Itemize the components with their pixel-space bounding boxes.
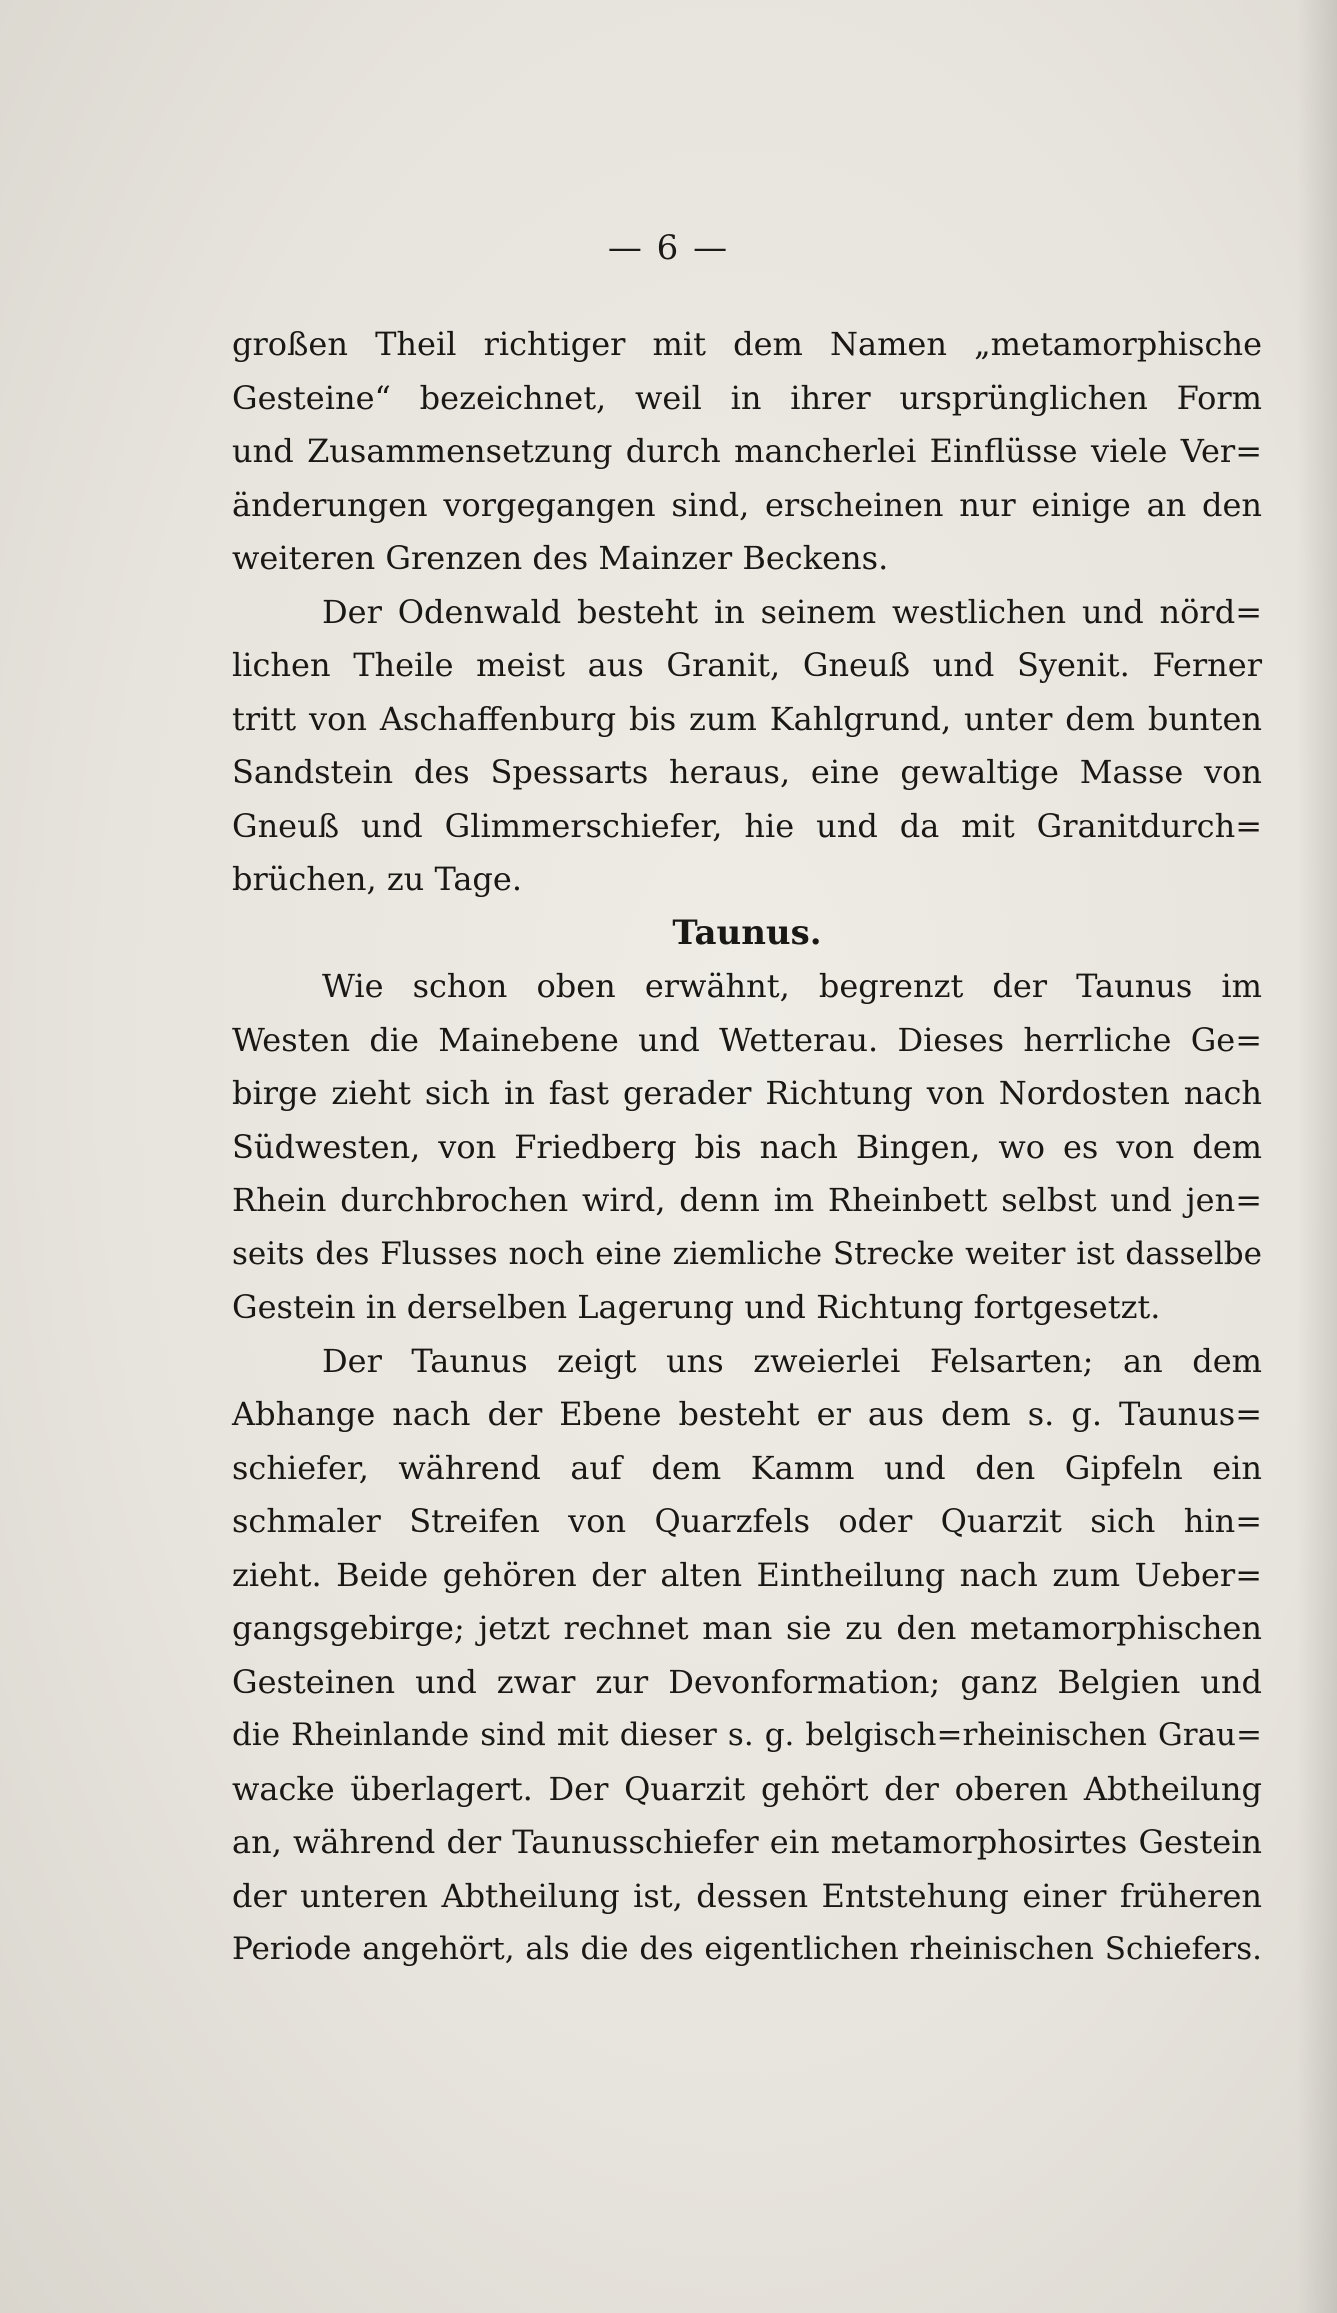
- text-line: Der Odenwald besteht in seinem westlichen und nörd=: [322, 592, 1262, 631]
- text-line: die Rheinlande sind mit dieser s. g. belgisch=rheinischen Grau=: [232, 1717, 1262, 1753]
- text-line: der unteren Abtheilung ist, dessen Entstehung einer früheren: [232, 1876, 1262, 1915]
- text-line: Westen die Mainebene und Wetterau. Dieses herrliche Ge=: [232, 1020, 1262, 1059]
- text-line: Abhange nach der Ebene besteht er aus dem s. g. Taunus=: [232, 1395, 1262, 1433]
- text-line: seits des Flusses noch eine ziemliche Strecke weiter ist dasselbe: [232, 1235, 1262, 1272]
- text-line: großen Theil richtiger mit dem Namen „metamorphische: [232, 325, 1262, 363]
- text-line: Sandstein des Spessarts heraus, eine gewaltige Masse von: [232, 753, 1262, 791]
- text-line: schmaler Streifen von Quarzfels oder Quarzit sich hin=: [232, 1502, 1262, 1540]
- text-line: an, während der Taunusschiefer ein metamorphosirtes Gestein: [232, 1823, 1262, 1861]
- text-line: brüchen, zu Tage.: [232, 860, 522, 898]
- text-line: Gesteinen und zwar zur Devonformation; ganz Belgien und: [232, 1662, 1262, 1701]
- page-edge-shadow: [1297, 0, 1337, 2313]
- text-line: lichen Theile meist aus Granit, Gneuß und Syenit. Ferner: [232, 646, 1262, 684]
- text-line: tritt von Aschaffenburg bis zum Kahlgrund, unter dem bunten: [232, 699, 1262, 738]
- text-line: Wie schon oben erwähnt, begrenzt der Taunus im: [322, 967, 1262, 1005]
- text-line: Periode angehört, als die des eigentlichen rheinischen Schiefers.: [232, 1931, 1262, 1967]
- text-line: schiefer, während auf dem Kamm und den Gipfeln ein: [232, 1448, 1262, 1487]
- text-line: Gesteine“ bezeichnet, weil in ihrer ursprünglichen Form: [232, 378, 1262, 417]
- text-line: zieht. Beide gehören der alten Eintheilung nach zum Ueber=: [232, 1555, 1262, 1594]
- text-line: wacke überlagert. Der Quarzit gehört der oberen Abtheilung: [232, 1769, 1262, 1808]
- text-line: und Zusammensetzung durch mancherlei Einflüsse viele Ver=: [232, 432, 1262, 470]
- text-line: Rhein durchbrochen wird, denn im Rheinbett selbst und jen=: [232, 1181, 1262, 1219]
- text-line: Der Taunus zeigt uns zweierlei Felsarten; an dem: [322, 1341, 1262, 1380]
- text-line: birge zieht sich in fast gerader Richtung von Nordosten nach: [232, 1074, 1262, 1112]
- page-number: — 6 —: [607, 228, 730, 268]
- text-line: Südwesten, von Friedberg bis nach Bingen, wo es von dem: [232, 1127, 1262, 1166]
- text-line: änderungen vorgegangen sind, erscheinen nur einige an den: [232, 485, 1262, 524]
- text-line: gangsgebirge; jetzt rechnet man sie zu den metamorphischen: [232, 1609, 1262, 1647]
- text-line: weiteren Grenzen des Mainzer Beckens.: [232, 539, 889, 577]
- section-heading: Taunus.: [672, 912, 822, 953]
- text-line: Gestein in derselben Lagerung und Richtung fortgesetzt.: [232, 1288, 1161, 1326]
- body-text: [232, 318, 1262, 1977]
- text-line: Gneuß und Glimmerschiefer, hie und da mit Granitdurch=: [232, 806, 1262, 845]
